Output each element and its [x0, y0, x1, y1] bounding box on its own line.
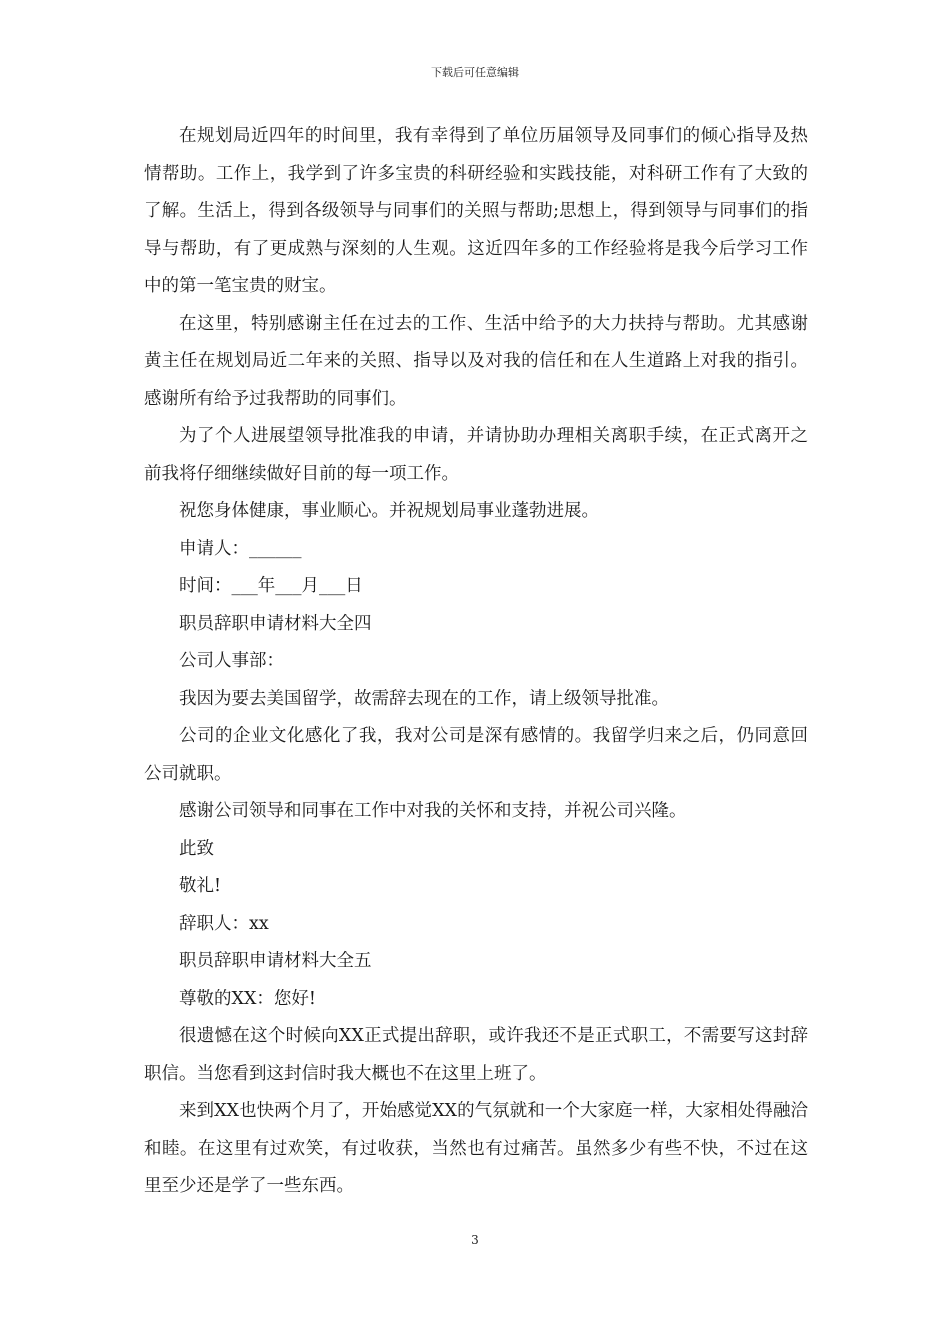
paragraph-gratitude-intro: 在规划局近四年的时间里，我有幸得到了单位历届领导及同事们的倾心指导及热情帮助。工作上，我学到了许多宝贵的科研经验和实践技能，对科研工作有了大致的了解。生活上，得到各级领导与同事们的关照与帮助;思想上，得到领导与同事们的指导与帮助，有了更成熟与深刻的人生观。这近四年多的工作经验将是我今后学习工作中的第一笔宝贵的财宝。	[144, 126, 808, 296]
salutation-respected: 尊敬的XX：您好!	[179, 988, 316, 1009]
page-header: 下载后可任意编辑	[431, 66, 519, 79]
paragraph-thanks-company: 感谢公司领导和同事在工作中对我的关怀和支持，并祝公司兴隆。	[179, 801, 687, 821]
paragraph-regret: 很遗憾在这个时候向XX正式提出辞职，或许我还不是正式职工，不需要写这封辞职信。当您看到这封信时我大概也不在这里上班了。	[144, 1026, 808, 1084]
paragraph-thanks-director: 在这里，特别感谢主任在过去的工作、生活中给予的大力扶持与帮助。尤其感谢黄主任在规划局近二年来的关照、指导以及对我的信任和在人生道路上对我的指引。感谢所有给予过我帮助的同事们。	[144, 313, 808, 409]
closing-jingli: 敬礼!	[179, 876, 222, 896]
section-heading-four: 职员辞职申请材料大全四	[179, 613, 372, 634]
closing-cizhi: 此致	[179, 838, 214, 859]
paragraph-wishes: 祝您身体健康，事业顺心。并祝规划局事业蓬勃进展。	[179, 501, 599, 521]
document-body	[144, 118, 808, 1206]
date-line: 时间：___年___月___日	[179, 576, 363, 596]
applicant-line: 申请人：______	[179, 538, 302, 559]
page-number: 3	[471, 1233, 479, 1247]
resigner-line: 辞职人：xx	[179, 913, 269, 934]
salutation-hr: 公司人事部：	[179, 651, 284, 671]
section-heading-five: 职员辞职申请材料大全五	[179, 951, 372, 971]
paragraph-company-culture: 公司的企业文化感化了我，我对公司是深有感情的。我留学归来之后，仍同意回公司就职。	[144, 726, 808, 784]
paragraph-request-approval: 为了个人进展望领导批准我的申请，并请协助办理相关离职手续，在正式离开之前我将仔细继续做好目前的每一项工作。	[144, 426, 808, 484]
paragraph-two-months: 来到XX也快两个月了，开始感觉XX的气氛就和一个大家庭一样，大家相处得融洽和睦。在这里有过欢笑，有过收获，当然也有过痛苦。虽然多少有些不快，不过在这里至少还是学了一些东西。	[144, 1101, 808, 1196]
paragraph-study-abroad: 我因为要去美国留学，故需辞去现在的工作，请上级领导批准。	[179, 688, 669, 709]
